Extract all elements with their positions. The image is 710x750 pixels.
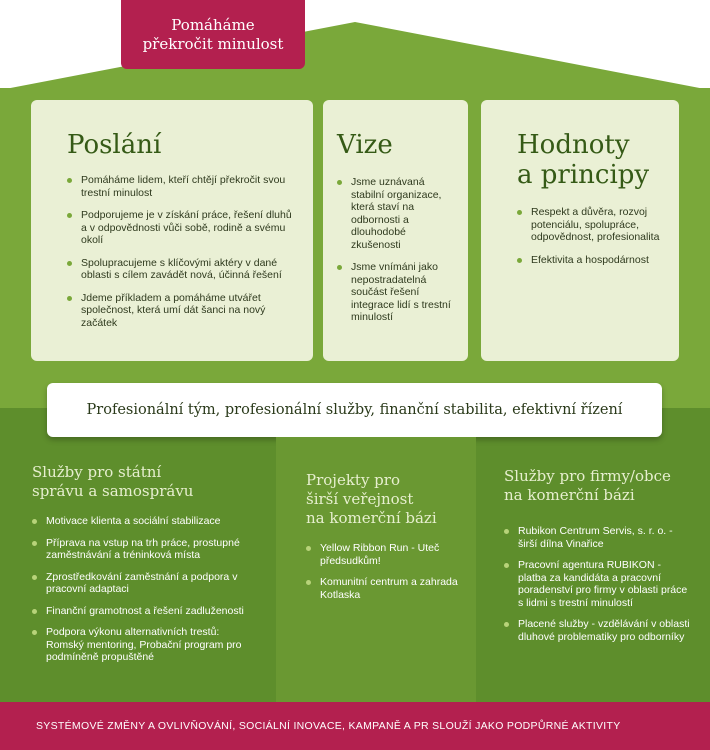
list-item: Efektivita a hospodárnost — [517, 254, 667, 267]
card-hodnoty-list — [517, 206, 667, 266]
column-projekty-title-line-1: Projekty pro — [306, 471, 400, 489]
list-item: Pracovní agentura RUBIKON - platba za kandidáta a pracovní poradenství pro firmy v oblasti práce s lidmi s trestní minulostí — [504, 559, 690, 609]
column-statni-sprava-list — [32, 515, 256, 664]
list-item: Pomáháme lidem, kteří chtějí překročit svou trestní minulost — [67, 174, 297, 199]
column-projekty-title-line-3: na komerční bázi — [306, 509, 437, 527]
column-firmy-obce-title-line-2: na komerční bázi — [504, 486, 635, 504]
card-hodnoty-title-line-1: Hodnoty — [517, 130, 630, 160]
house-roof — [0, 0, 710, 90]
card-vize-list — [337, 176, 458, 324]
column-statni-sprava — [0, 437, 276, 702]
column-firmy-obce — [476, 437, 710, 702]
list-item: Podporujeme je v získání práce, řešení dluhů a v odpovědnosti vůči sobě, rodině a svému okolí — [67, 209, 297, 247]
list-item: Jsme uznávaná stabilní organizace, která staví na odbornosti a dlouhodobé zkušenosti — [337, 176, 458, 251]
list-item: Podpora výkonu alternativních trestů: Romský mentoring, Probační program pro podmíněně propuštěné — [32, 626, 256, 664]
card-poslani-list — [67, 174, 297, 329]
card-poslani — [31, 100, 313, 361]
column-firmy-obce-list — [504, 525, 690, 643]
column-projekty-title-line-2: širší veřejnost — [306, 490, 414, 508]
motto-line-2: překročit minulost — [142, 34, 284, 53]
card-vize-title: Vize — [337, 130, 393, 160]
list-item: Rubikon Centrum Servis, s. r. o. - širší dílna Vinařice — [504, 525, 690, 550]
footer-bar — [0, 702, 710, 750]
list-item: Placené služby - vzdělávání v oblasti dluhové problematiky pro odborníky — [504, 618, 690, 643]
list-item: Příprava na vstup na trh práce, prostupné zaměstnávání a tréninková místa — [32, 537, 256, 562]
column-projekty-title — [306, 471, 462, 528]
column-firmy-obce-title-line-1: Služby pro firmy/obce — [504, 467, 671, 485]
list-item: Yellow Ribbon Run - Uteč předsudkům! — [306, 542, 462, 567]
card-hodnoty-title — [517, 130, 667, 190]
column-statni-sprava-title-line-1: Služby pro státní — [32, 463, 162, 481]
card-hodnoty — [481, 100, 679, 361]
list-item: Motivace klienta a sociální stabilizace — [32, 515, 256, 528]
column-projekty-list — [306, 542, 462, 601]
list-item: Jdeme příkladem a pomáháme utvářet společnost, která umí dát šanci na nový začátek — [67, 292, 297, 330]
footer-text: SYSTÉMOVÉ ZMĚNY A OVLIVŇOVÁNÍ, SOCIÁLNÍ INOVACE, KAMPANĚ A PR SLOUŽÍ JAKO PODPŮRNÉ AKTIVITY — [36, 720, 621, 732]
column-statni-sprava-title — [32, 463, 256, 501]
motto-flag — [121, 0, 305, 69]
list-item: Respekt a důvěra, rozvoj potenciálu, spolupráce, odpovědnost, profesionalita — [517, 206, 667, 244]
column-statni-sprava-title-line-2: správu a samosprávu — [32, 482, 194, 500]
card-poslani-title: Poslání — [67, 130, 162, 160]
list-item: Finanční gramotnost a řešení zadluženosti — [32, 605, 256, 618]
foundation-banner-text: Profesionální tým, profesionální služby, finanční stabilita, efektivní řízení — [86, 402, 623, 418]
card-hodnoty-title-line-2: a principy — [517, 160, 650, 190]
list-item: Jsme vnímáni jako nepostradatelná součást řešení integrace lidí s trestní minulostí — [337, 261, 458, 324]
column-projekty — [276, 437, 476, 702]
column-firmy-obce-title — [504, 467, 690, 505]
list-item: Komunitní centrum a zahrada Kotlaska — [306, 576, 462, 601]
foundation-banner — [47, 383, 662, 437]
card-vize — [323, 100, 468, 361]
list-item: Zprostředkování zaměstnání a podpora v pracovní adaptaci — [32, 571, 256, 596]
motto-line-1: Pomáháme — [171, 15, 255, 34]
list-item: Spolupracujeme s klíčovými aktéry v dané oblasti s cílem zavádět nová, účinná řešení — [67, 257, 297, 282]
